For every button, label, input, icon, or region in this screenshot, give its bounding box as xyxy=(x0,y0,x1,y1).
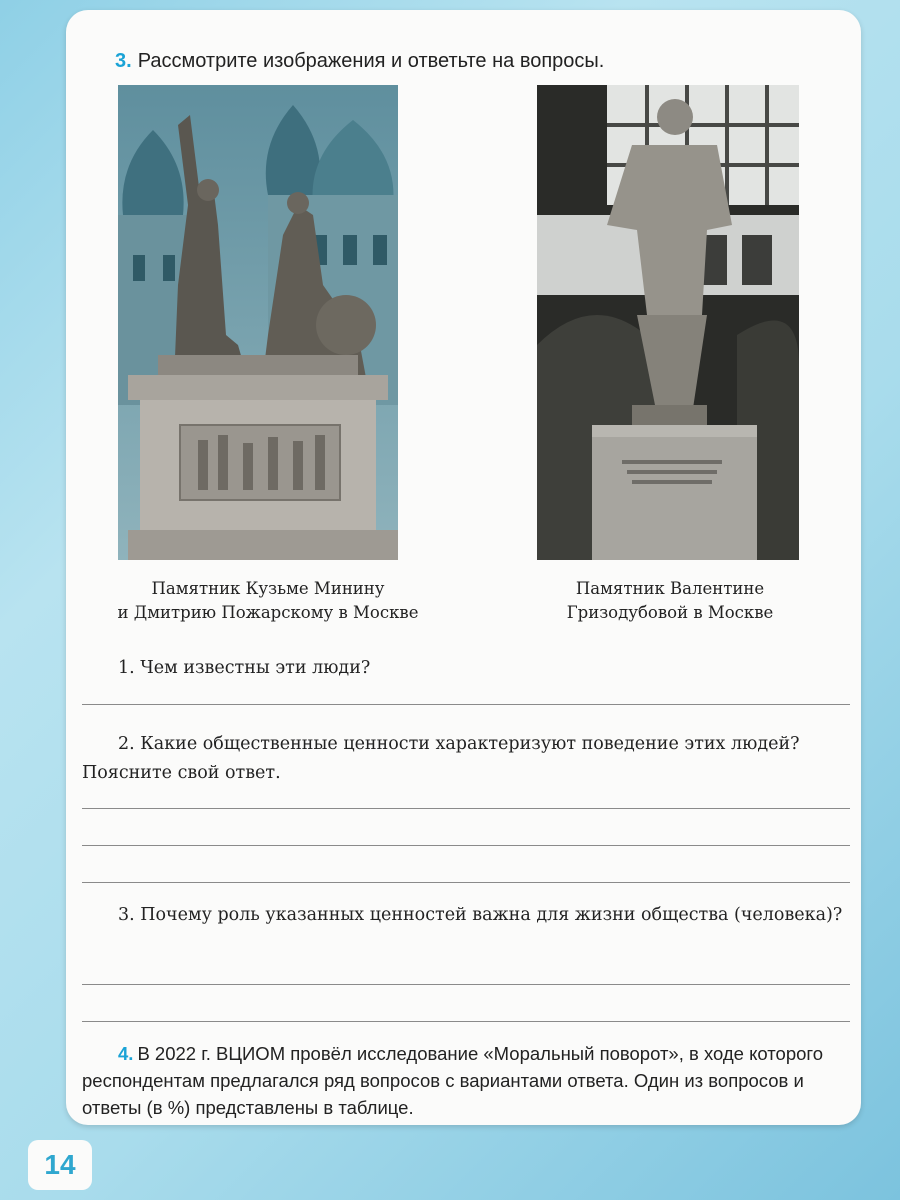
answer-line[interactable] xyxy=(82,845,850,846)
caption-line: и Дмитрию Пожарскому в Москве xyxy=(117,603,419,622)
question-2: 2. Какие общественные ценности характеризуют поведение этих людей? Поясните свой ответ. xyxy=(82,734,800,783)
caption-grizodubova xyxy=(520,577,820,625)
caption-minin-pozharsky xyxy=(88,577,448,625)
task-3-heading xyxy=(115,50,604,73)
caption-line: Памятник Валентине xyxy=(575,579,765,598)
task-3-instruction: Рассмотрите изображения и ответьте на вопросы. xyxy=(137,50,605,72)
task-4-number: 4. xyxy=(118,1043,134,1064)
answer-line[interactable] xyxy=(82,984,850,985)
minin-pozharsky-photo xyxy=(118,85,398,560)
answer-line[interactable] xyxy=(82,704,850,705)
caption-line: Памятник Кузьме Минину xyxy=(151,579,385,598)
caption-line: Гризодубовой в Москве xyxy=(566,603,774,622)
question-1: 1. Чем известны эти люди? xyxy=(118,658,371,678)
question-3: 3. Почему роль указанных ценностей важна для жизни общества (человека)? xyxy=(118,905,843,925)
page-number: 14 xyxy=(28,1140,92,1190)
answer-line[interactable] xyxy=(82,882,850,883)
answer-line[interactable] xyxy=(82,808,850,809)
answer-line[interactable] xyxy=(82,1021,850,1022)
task-4-text: В 2022 г. ВЦИОМ провёл исследование «Моральный поворот», в ходе которого респондентам предлагался ряд вопросов с вариантами ответа. Один из вопросов и ответы (в %) представлены в таблице. xyxy=(82,1043,824,1118)
grizodubova-photo xyxy=(537,85,799,560)
task-4 xyxy=(82,1040,852,1121)
task-3-number: 3. xyxy=(115,50,132,72)
